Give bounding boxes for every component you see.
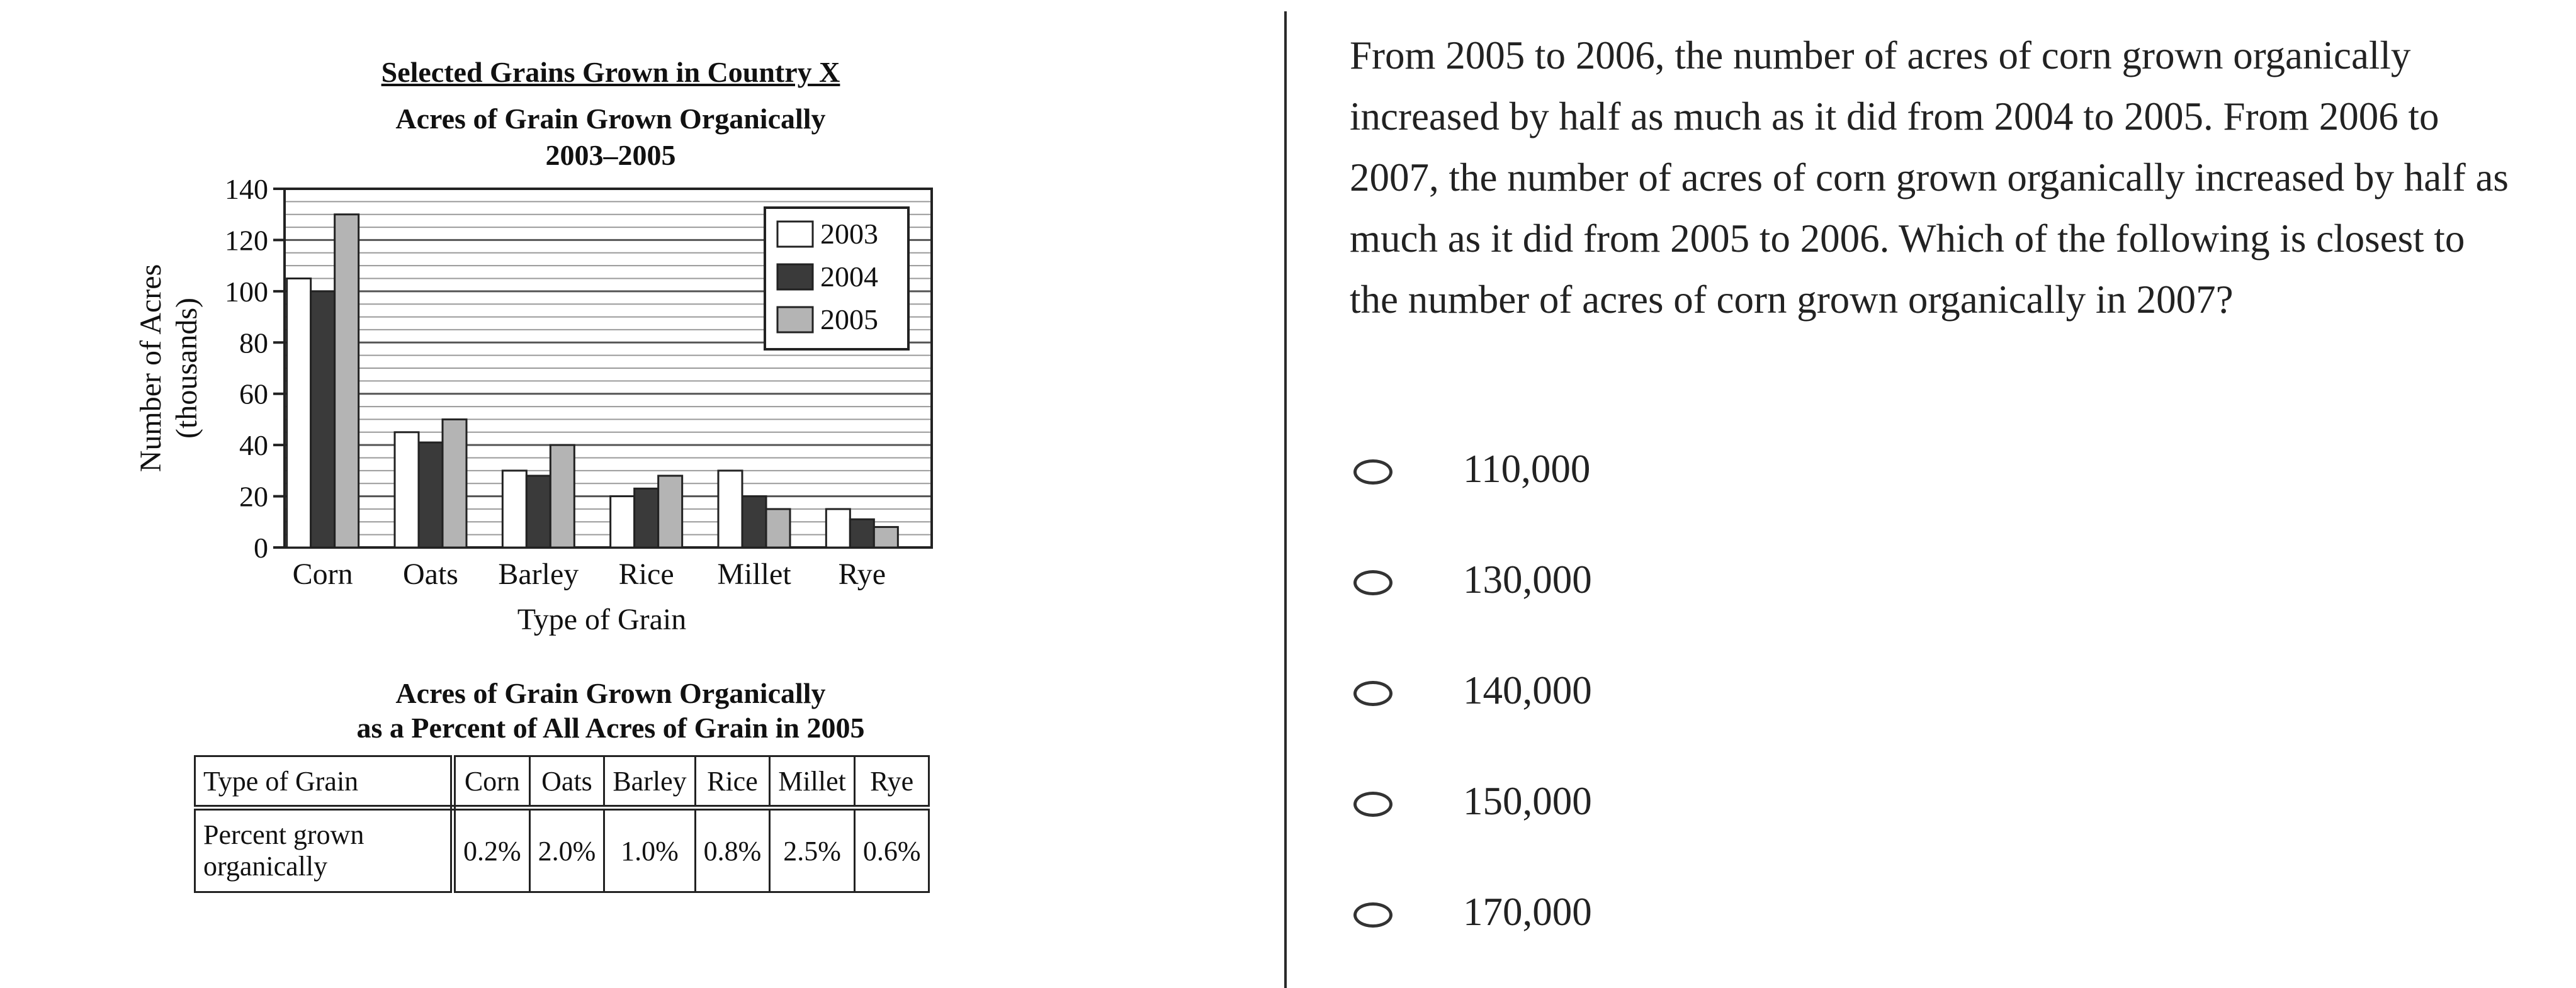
answer-choice-label: 170,000: [1463, 890, 1592, 934]
answer-choice[interactable]: [1353, 662, 1794, 719]
bar: [658, 476, 682, 547]
y-axis-label: Number of Acres: [134, 264, 167, 473]
table-column-header: Oats: [529, 756, 604, 808]
x-tick-label: Millet: [717, 558, 791, 591]
bar: [850, 519, 874, 547]
radio-button[interactable]: [1353, 681, 1393, 706]
bar: [419, 442, 443, 547]
answer-choice-label: 150,000: [1463, 779, 1592, 823]
y-tick-label: 60: [239, 378, 268, 410]
table-cell: 0.2%: [453, 808, 530, 892]
bar: [395, 432, 419, 547]
bar: [287, 279, 311, 548]
table-column-header: Rice: [695, 756, 770, 808]
legend-label: 2004: [820, 261, 878, 293]
table-cell: 2.5%: [770, 808, 855, 892]
table-cell: 2.0%: [529, 808, 604, 892]
y-tick-label: 20: [239, 480, 268, 513]
answer-choice[interactable]: [1353, 441, 1794, 497]
bar: [526, 476, 550, 547]
y-axis-label: (thousands): [170, 298, 203, 439]
answer-choice[interactable]: [1353, 551, 1794, 608]
question-text: From 2005 to 2006, the number of acres of corn grown organically increased by half as much as it did from 2004 to 2005. From 2006 to 2007, the number of acres of corn grown organically increased by half as much as it did from 2005 to 2006. Which of the following is closest to the number of acres of corn grown organically in 2007?: [1350, 33, 2509, 322]
table-subtitle: as a Percent of All Acres of Grain in 2005: [356, 712, 865, 744]
x-tick-label: Oats: [403, 558, 458, 591]
bar: [335, 215, 359, 547]
x-tick-label: Corn: [292, 558, 353, 591]
table-column-header: Barley: [604, 756, 695, 808]
table-cell: 0.6%: [854, 808, 929, 892]
chart-title: Acres of Grain Grown Organically: [395, 103, 826, 135]
y-tick-label: 140: [225, 173, 268, 205]
bar: [443, 419, 466, 547]
radio-button[interactable]: [1353, 459, 1393, 485]
y-tick-label: 40: [239, 429, 268, 462]
x-tick-label: Rice: [618, 558, 674, 591]
bar: [718, 471, 742, 547]
x-tick-label: Rye: [838, 558, 886, 591]
table-title: Acres of Grain Grown Organically: [395, 677, 826, 709]
table-column-header: Rye: [854, 756, 929, 808]
answer-choice-label: 110,000: [1463, 447, 1591, 491]
legend-swatch: [777, 222, 813, 247]
bar: [766, 509, 790, 547]
bar: [635, 488, 658, 547]
figure-panel: [0, 0, 1284, 988]
x-tick-label: Barley: [498, 558, 579, 591]
bar: [502, 471, 526, 547]
bar: [550, 445, 574, 547]
y-tick-label: 0: [254, 532, 268, 564]
radio-button[interactable]: [1353, 902, 1393, 928]
table-column-header: Corn: [453, 756, 530, 808]
chart-subtitle: 2003–2005: [545, 139, 676, 171]
bar: [826, 509, 850, 547]
figure-title: Selected Grains Grown in Country X: [381, 56, 840, 88]
bar-chart: [0, 0, 1284, 692]
bar: [874, 527, 898, 547]
table-cell: 0.8%: [695, 808, 770, 892]
answer-choice[interactable]: [1353, 773, 1794, 829]
bar: [742, 497, 766, 547]
legend-swatch: [777, 307, 813, 332]
table-cell: 1.0%: [604, 808, 695, 892]
table-header-row: [195, 756, 929, 808]
answer-choice[interactable]: [1353, 884, 1794, 940]
y-tick-label: 100: [225, 275, 268, 308]
legend-label: 2005: [820, 303, 878, 335]
question-panel: [1287, 0, 2576, 988]
table-row: [195, 808, 929, 892]
radio-button[interactable]: [1353, 792, 1393, 817]
bar: [311, 291, 335, 547]
y-tick-label: 80: [239, 327, 268, 359]
table-column-header: Millet: [770, 756, 855, 808]
answer-choice-label: 130,000: [1463, 558, 1592, 602]
table-header-label: Type of Grain: [195, 756, 453, 808]
table-row-label: Percent grown organically: [195, 808, 453, 892]
y-tick-label: 120: [225, 224, 268, 257]
percent-table: [194, 755, 930, 893]
legend-swatch: [777, 264, 813, 289]
legend-label: 2003: [820, 218, 878, 250]
x-axis-label: Type of Grain: [517, 603, 687, 636]
answer-choice-label: 140,000: [1463, 668, 1592, 712]
radio-button[interactable]: [1353, 570, 1393, 595]
bar: [611, 497, 635, 547]
